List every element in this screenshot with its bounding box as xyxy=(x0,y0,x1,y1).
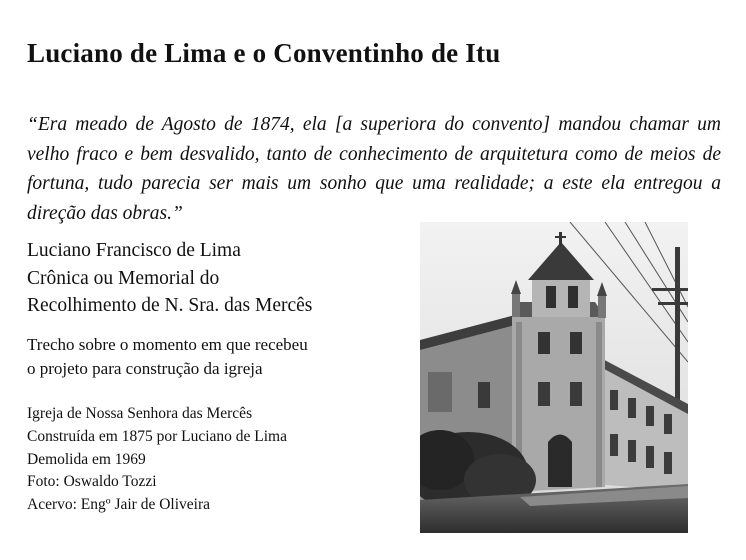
caption-line: Construída em 1875 por Luciano de Lima xyxy=(27,427,287,445)
excerpt-note xyxy=(27,333,407,381)
church-photo xyxy=(420,222,688,533)
source-title: Crônica ou Memorial do xyxy=(27,267,220,289)
quote-line: ela entregou a direção das obras.” xyxy=(27,173,721,224)
page-title: Luciano de Lima e o Conventinho de Itu xyxy=(27,38,501,68)
caption-line: Igreja de Nossa Senhora das Mercês xyxy=(27,405,253,422)
quote-line: um velho fraco e bem desvalido, tanto de conhecimento de arquitetura como de xyxy=(27,114,722,165)
quote-line: “Era meado de Agosto de 1874, ela [a superiora do convento] mandou chamar xyxy=(27,114,689,135)
excerpt-line: o projeto para construção da igreja xyxy=(27,359,263,378)
caption-line: Acervo: Engº Jair de Oliveira xyxy=(27,496,210,514)
excerpt-line: Trecho sobre o momento em que recebeu xyxy=(27,335,308,354)
quote xyxy=(27,110,721,228)
quote-attribution xyxy=(27,237,417,320)
photo-caption xyxy=(27,403,407,517)
caption-line: Demolida em 1969 xyxy=(27,450,146,468)
author-name: Luciano Francisco de Lima xyxy=(27,240,241,261)
caption-line: Foto: Oswaldo Tozzi xyxy=(27,473,157,491)
source-title-cont: Recolhimento de N. Sra. das Mercês xyxy=(27,295,313,316)
quote-line: meios de fortuna, tudo parecia ser mais um sonho que uma realidade; a este xyxy=(27,143,721,194)
